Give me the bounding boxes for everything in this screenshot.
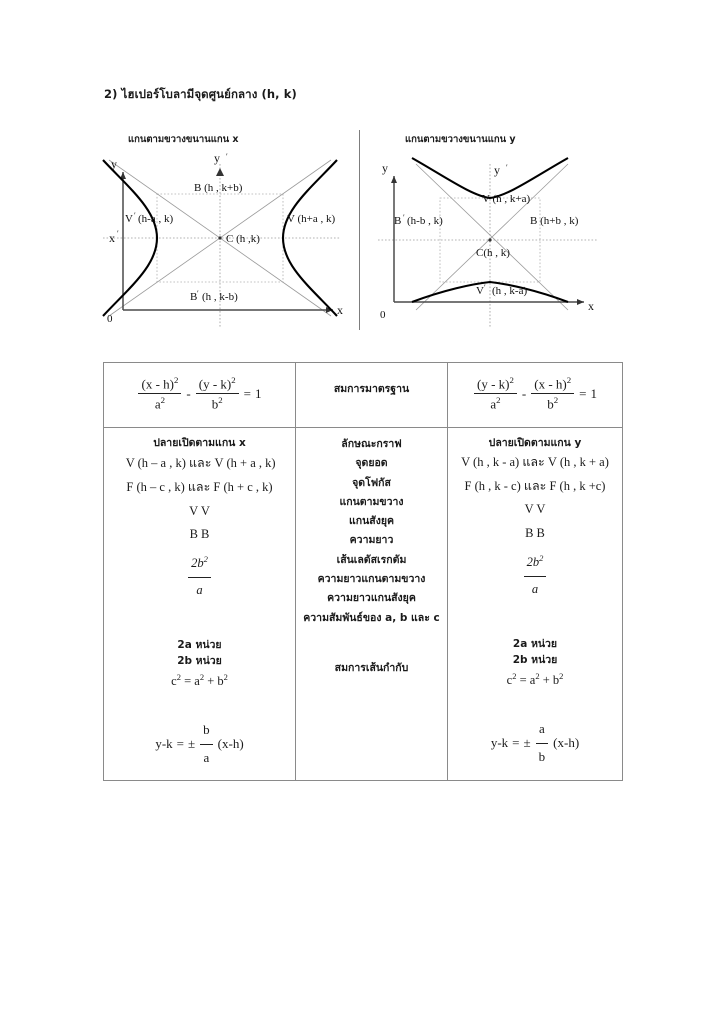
cell-left-standard-equation xyxy=(104,363,296,428)
diagram-divider xyxy=(359,130,360,330)
right-label-center: C(h , k) xyxy=(476,247,510,259)
label-vertices: จุดยอด xyxy=(355,457,388,470)
cell-right-standard-equation xyxy=(448,363,623,428)
left-label-v-left: V xyxy=(125,213,133,225)
right-length-conjugate: 2b หน่วย xyxy=(512,653,558,666)
right-open-direction: ปลายเปิดตามแกน y xyxy=(488,436,582,449)
svg-text:′: ′ xyxy=(197,289,199,298)
right-label-b-left: B xyxy=(394,215,402,227)
left-frac-1: $\frac{(x - h)^2}{a^2}$ xyxy=(138,375,181,413)
svg-text:(h , k-b): (h , k-b) xyxy=(202,291,238,303)
left-label-b-bottom: B xyxy=(190,291,198,303)
label-length-transverse: ความยาวแกนตามขวาง xyxy=(317,573,426,586)
label-latus-rectum: เส้นเลตัสเรกตัม xyxy=(336,553,407,566)
svg-text:′: ′ xyxy=(403,213,405,222)
right-standard-equation: $\frac{(y - k)^2}{a^2}$ - $\frac{(x - h)^2}{b^2}$ = 1 xyxy=(448,363,622,427)
label-conjugate-axis: แกนสังยุค xyxy=(348,515,394,528)
cell-left-properties xyxy=(104,427,296,780)
right-axis-y-label: y xyxy=(382,161,388,175)
page-title: 2) ไฮเปอร์โบลามีจุดศูนย์กลาง (h, k) xyxy=(104,87,297,101)
left-label-v-right: V (h+a , k) xyxy=(287,213,336,225)
left-length-transverse: 2a หน่วย xyxy=(177,638,222,651)
svg-text:′: ′ xyxy=(506,163,508,172)
label-standard-equation: สมการมาตรฐาน xyxy=(333,383,410,395)
right-conjugate-axis: B B xyxy=(525,526,545,541)
property-name-list xyxy=(296,428,447,687)
right-axis-y-prime-label: y xyxy=(494,163,500,177)
left-axis-x-prime-label: x xyxy=(109,231,115,245)
left-frac-2: $\frac{(y - k)^2}{b^2}$ xyxy=(196,375,239,413)
label-foci: จุดโฟกัส xyxy=(352,476,391,489)
left-open-direction: ปลายเปิดตามแกน x xyxy=(153,436,246,449)
right-transverse-axis: V V xyxy=(524,502,546,517)
right-hyperbola-diagram xyxy=(372,150,602,330)
right-foci: F (h , k - c) และ F (h , k +c) xyxy=(464,478,606,493)
right-axis-x-label: x xyxy=(588,299,594,313)
left-label-b-top: B (h , k+b) xyxy=(194,182,243,194)
left-vertices: V (h – a , k) และ V (h + a , k) xyxy=(125,456,276,471)
cell-middle-properties xyxy=(296,427,448,780)
right-eq-operator: - xyxy=(521,385,527,401)
table-row xyxy=(104,363,623,428)
right-diagram-title: แกนตามขวางขนานแกน y xyxy=(405,134,516,145)
label-graph-shape: ลักษณะกราฟ xyxy=(341,438,402,451)
left-transverse-axis: V V xyxy=(189,503,210,518)
svg-text:(h-b , k): (h-b , k) xyxy=(407,215,443,227)
left-length-conjugate: 2b หน่วย xyxy=(177,655,222,667)
svg-text:′: ′ xyxy=(226,152,228,161)
diagram-band xyxy=(0,128,724,333)
svg-text:′: ′ xyxy=(117,229,119,238)
right-label-v-top: V (h , k+a) xyxy=(482,193,531,205)
label-length-conjugate: ความยาวแกนสังยุค xyxy=(327,592,416,605)
label-transverse-axis: แกนตามขวาง xyxy=(339,495,404,508)
left-foci: F (h – c , k) และ F (h + c , k) xyxy=(126,479,273,494)
left-origin-label: 0 xyxy=(107,313,113,325)
hyperbola-comparison-table xyxy=(103,362,623,781)
table-row xyxy=(104,427,623,780)
right-asymptote-equation: y-k = ± $\frac{a}{b}$ (x-h) xyxy=(452,717,618,769)
cell-right-properties xyxy=(448,427,623,780)
left-axis-y-label: y xyxy=(111,157,117,171)
left-abc-relation: $c^2 = a^2 + b^2$ xyxy=(171,672,228,689)
left-asymptote-equation: y-k = ± $\frac{b}{a}$ (x-h) xyxy=(108,718,291,770)
right-vertices: V (h , k - a) และ V (h , k + a) xyxy=(461,454,609,469)
label-asymptote: สมการเส้นกำกับ xyxy=(334,661,409,674)
right-length-transverse: 2a หน่วย xyxy=(512,637,558,650)
right-abc-relation: $c^2 = a^2 + b^2$ xyxy=(506,671,564,688)
left-axis-y-prime-label: y xyxy=(214,151,220,165)
left-label-center: C (h ,k) xyxy=(226,233,260,245)
left-hyperbola-diagram xyxy=(95,150,345,330)
right-frac-2: $\frac{(x - h)^2}{b^2}$ xyxy=(531,375,574,413)
left-conjugate-axis: B B xyxy=(189,527,210,542)
svg-text:(h , k-a): (h , k-a) xyxy=(492,285,528,297)
svg-text:′: ′ xyxy=(134,211,136,220)
left-eq-operator: - xyxy=(186,385,191,401)
left-diagram-title: แกนตามขวางขนานแกน x xyxy=(128,134,239,145)
left-latus-rectum: $\frac{2b^2}{a}$ xyxy=(108,547,291,603)
left-standard-equation: $\frac{(x - h)^2}{a^2}$ - $\frac{(y - k)^2}{b^2}$ = 1 xyxy=(104,363,295,427)
svg-text:′: ′ xyxy=(484,283,486,292)
left-axis-x-label: x xyxy=(337,303,343,317)
right-frac-1: $\frac{(y - k)^2}{a^2}$ xyxy=(474,375,517,413)
right-origin-label: 0 xyxy=(380,309,386,321)
right-latus-rectum: $\frac{2b^2}{a}$ xyxy=(452,546,618,602)
label-length: ความยาว xyxy=(349,534,394,547)
right-label-v-bottom: V xyxy=(476,285,484,297)
svg-text:(h-a , k): (h-a , k) xyxy=(138,213,174,225)
cell-middle-standard-equation xyxy=(296,363,448,428)
label-abc-relation: ความสัมพันธ์ของ a, b และ c xyxy=(303,611,440,624)
right-label-b-right: B (h+b , k) xyxy=(530,215,579,227)
